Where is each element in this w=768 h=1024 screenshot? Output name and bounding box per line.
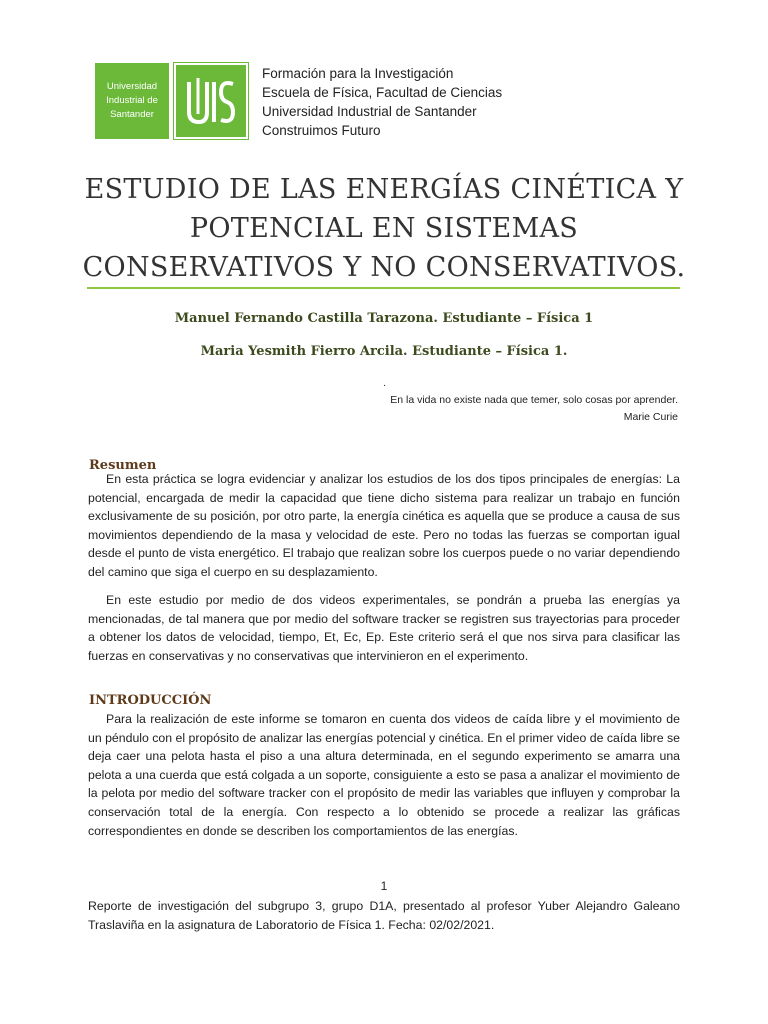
institution-line: Construimos Futuro [262, 123, 381, 138]
section-heading-introduccion: INTRODUCCIÓN [89, 693, 212, 708]
epigraph-quote: En la vida no existe nada que temer, solo cosas por aprender. [390, 394, 678, 406]
abstract-paragraph [88, 470, 680, 582]
epigraph-author: Marie Curie [623, 411, 678, 423]
title-line: POTENCIAL EN SISTEMAS [189, 213, 579, 244]
institution-block [262, 64, 502, 140]
section-heading-resumen: Resumen [89, 458, 157, 473]
abstract-paragraph [88, 591, 680, 665]
author-line: Manuel Fernando Castilla Tarazona. Estudiante – Física 1 [174, 311, 594, 326]
quote-dot: . [383, 377, 386, 389]
title-divider [87, 287, 680, 289]
institution-line: Escuela de Física, Facultad de Ciencias [262, 85, 503, 100]
uis-logo-icon [174, 63, 248, 139]
institution-line: Universidad Industrial de Santander [262, 104, 477, 119]
university-logo-text [95, 63, 169, 139]
footnote: Reporte de investigación del subgrupo 3, grupo D1A, presentado al profesor Yuber Alejandro Galeano Traslaviña en la asignatura de Laboratorio de Física 1. Fecha: 02/02/2021. [88, 899, 680, 932]
paragraph-text: En esta práctica se logra evidenciar y analizar los estudios de los dos tipos principales de energías: La potencial, encargada de medir la capacidad que tiene dicho sistema para realizar un trabajo en función exclusivamente de su posición, por otro parte, la energía cinética es aquella que se produce a causa de sus movimientos dependiendo de la masa y velocidad de este. Pero no todas las fuerzas se comportan igual desde el punto de vista energético. El trabajo que realizan sobre los cuerpos puede o no variar dependiendo del camino que siga el cuerpo en su desplazamiento. [88, 472, 680, 579]
paragraph-text: Para la realización de este informe se tomaron en cuenta dos videos de caída libre y el movimiento de un péndulo con el propósito de analizar las energías potencial y cinética. En el primer video de caída libre se deja caer una pelota hasta el piso a una altura determinada, en el segundo experimento se amarra una pelota a una cuerda que está colgada a un soporte, consiguiente a esto se pasa a analizar el movimiento de la pelota por medio del software tracker con el propósito de medir las variables que influyen y comprobar la conservación total de la energía. Con respecto a lo obtenido se procede a realizar las gráficas correspondientes en donde se describen los comportamientos de las energías. [88, 712, 680, 838]
logo-text-line: Industrial de [106, 95, 158, 106]
intro-paragraph [88, 710, 680, 840]
logo-text-line: Santander [110, 109, 154, 120]
title-line: CONSERVATIVOS Y NO CONSERVATIVOS. [82, 252, 686, 283]
paragraph-text: En este estudio por medio de dos videos experimentales, se pondrán a prueba las energías ya mencionadas, de tal manera que por medio del software tracker se registren sus trayectorias para proceder a obtener los datos de velocidad, tiempo, Et, Ec, Ep. Este criterio será el que nos sirva para clasificar las fuerzas en conservativas y no conservativas que intervinieron en el experimento. [88, 593, 680, 663]
institution-line: Formación para la Investigación [262, 66, 454, 81]
author-line: Maria Yesmith Fierro Arcila. Estudiante – Física 1. [200, 344, 568, 359]
logo-text-line: Universidad [106, 81, 158, 92]
title-line: ESTUDIO DE LAS ENERGÍAS CINÉTICA Y [84, 174, 684, 205]
paper-title [60, 170, 708, 287]
page-number: 1 [380, 879, 388, 893]
